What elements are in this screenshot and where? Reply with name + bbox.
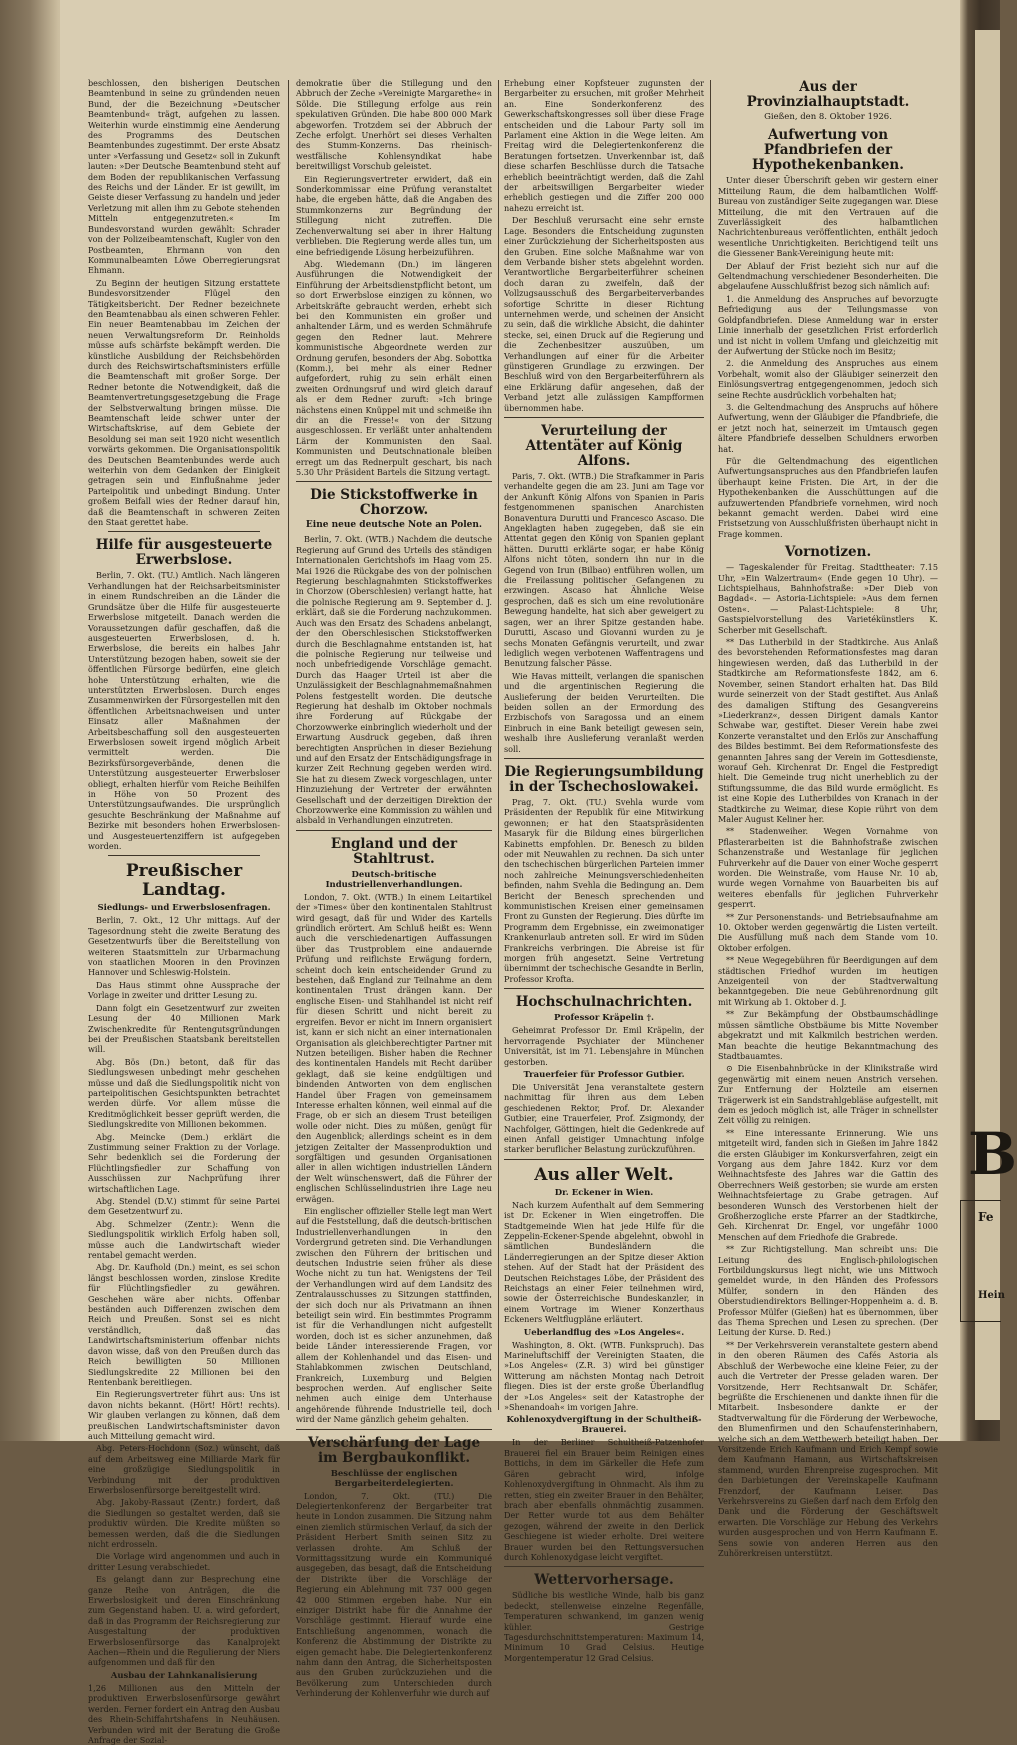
headline-wettervorhersage: Wettervorhersage. [534,1572,674,1589]
article-paragraph: Berlin, 7. Okt., 12 Uhr mittags. Auf der Tagesordnung steht die zweite Beratung des Gesetzentwurfs über die Bereitstellung von weiteren Staatsmitteln zur Urbarmachung von staatlichen Mooren in den Provinzen Hannover und Schleswig-Holstein. [88,915,280,978]
column-2 [296,78,493,1699]
adjacent-page-letter: B [968,1120,1017,1188]
article-paragraph: 1,26 Millionen aus den Mitteln der produktiven Erwerbslosenfürsorge gewährt werden. Ferner fordert ein Antrag den Ausbau des Rhein-Schiffahrtshafens in Neuhäusen. Verbunden wird mit der Beratung die Große Anfrage der Sozial- [88,1682,280,1745]
subheadline: Trauerfeier für Professor Gutbier. [523,1069,685,1080]
subheadline: Siedlungs- und Erwerbslosenfragen. [97,903,271,914]
subheadline: Kohlenoxydvergiftung in der Schultheiß-Brauerei. [506,1415,702,1436]
article-paragraph: Berlin, 7. Okt. (TU.) Amtlich. Nach längeren Verhandlungen hat der Reichsarbeitsminister in einem Rundschreiben an die Länder die Grundsätze über die Hilfe für ausgesteuerte Erwerbslose mitgeteilt. Danach werden die Voraussetzungen dafür geschaffen, daß die ausgesteuerten Erwerbslosen, d. h. Erwerbslose, die bereits ein halbes Jahr Unterstützung bezogen haben, soweit sie der öffentlichen Fürsorge bedürfen, eine gleich hohe Unterstützung erhalten, wie die unterstützten Erwerbslosen. Durch enges Zusammenwirken der Fürsorgestellen mit den öffentlichen Arbeitsnachweisen und unter Einsatz aller Maßnahmen der Arbeitsbeschaffung soll den ausgesteuerten Erwerbslosen soweit irgend möglich Arbeit vermittelt werden. Die Bezirksfürsorgeverbände, denen die Unterstützung ausgesteuerter Erwerbsloser obliegt, erhalten hierfür vom Reiche Beihilfen in Höhe von 50 Prozent des Unterstützungsaufwandes. Die ursprünglich gesuchte Beschränkung der Maßnahme auf Bezirke mit besonders hohen Erwerbslosen- und Ausgesteuertenziffern ist aufgegeben worden. [88,570,280,852]
subheadline: Eine neue deutsche Note an Polen. [305,520,483,531]
article-paragraph: Der Beschluß verursacht eine sehr ernste Lage. Besonders die Entscheidung zugunsten einer Zurückziehung der Sicherheitsposten aus den Gruben. Eine solche Maßnahme war von dem Verbande bisher stets abgelehnt worden. Verantwortliche Bergarbeiterführer scheinen doch daran zu zweifeln, daß der Vollzugsausschuß des Bergarbeiterverbandes sofortige Schritte in dieser Richtung unternehmen werde, und scheinen der Ansicht zu sein, daß die wirkliche Absicht, die dahinter stecke, sei, einen Druck auf die Regierung und die Zechenbesitzer auszuüben, um Verhandlungen auf einer für die Arbeiter günstigeren Grundlage zu erzwingen. Der Beschluß wird von den Bergarbeiterführern als eine Erklärung dafür angesehen, daß der Verband jetzt alle zulässigen Kampfformen übernommen habe. [504,215,704,413]
separator [296,830,492,831]
article-paragraph: London, 7. Okt. (WTB.) In einem Leitartikel der »Times« über den kontinentalen Stahltrust wird gesagt, daß für und Wider des Kartells gründlich erörtert. Am Schluß heißt es: Wenn auch die verschiedenartigen Auffassungen über das Trustproblem eine andauernde Prüfung und reiflichste Erwägung fordern, scheint doch kein entscheidender Grund zu bestehen, daß England zur Teilnahme an dem kontinentalen Trust drängen kann. Der englische Eisen- und Stahlhandel ist nicht reif für diesen Schritt und nicht bereit zu ergreifen. Bevor er nicht im Innern organisiert ist, kann er sich nicht an einer internationalen Organisation als gleichberechtigter Partner mit Nutzen beteiligen. Bisher haben die Rechner des kontinentalen Handels mit Recht darüber geklagt, daß sie keine endgültigen und bindenden Antworten von dem englischen Handel über Fragen von gemeinsamem Interesse erhalten können, weil einmal auf die Frage, ob er sich an diesem Trust beteiligen wolle oder nicht. Dies zu müßen, genügt für den Augenblick; allerdings scheint es in dem jetzigen Zeitalter der Massenproduktion und sorgfältigen und gesunden Organisationen aller in allen wichtigen industriellen Ländern der Welt wünschenswert, daß die Führer der englischen Schlüsselindustrien ihre Lage neu erwägen. [296,891,492,1204]
column-rule [710,80,711,1410]
headline-hochschulnachrichten: Hochschulnachrichten. [515,994,693,1011]
article-paragraph: Geheimrat Professor Dr. Emil Kräpelin, der hervorragende Psychiater der Münchener Universität, ist im 71. Lebensjahre in München gestorben. [504,1025,704,1067]
headline-attentaeter: Verurteilung der Attentäter auf König Alfons. [525,423,683,469]
article-paragraph: Paris, 7. Okt. (WTB.) Die Strafkammer in Paris verhandelte gegen die am 23. Juni am Tage vor der Ankunft König Alfons von Spanien in Paris festgenommenen spanischen Anarchisten Bonaventura Durutti und Francesco Ascaso. Die Angeklagten haben zugegeben, daß sie ein Attentat gegen den König von Spanien geplant hätten. Durutti erklärte sogar, er habe König Alfons nicht töten, sondern ihn nur in die Gegend von Irun (Bilbao) entführen wollen, um die Freilassung politischer Gefangenen zu erzwingen. Ascaso hat Ähnliche Weise gesprochen, daß es sich um eine revolutionäre Bewegung handelte, hat sich aber geweigert zu sagen, wer an ihrer Spitze gestanden habe. Durutti, Ascaso und Giovanni wurden zu je sechs Monaten Gefängnis verurteilt, und zwar lediglich wegen verbotenen Waffentragens und Benutzung falscher Pässe. [504,471,704,669]
section-title-provinzialhauptstadt: Aus der Provinzialhauptstadt. [746,79,910,110]
article-paragraph: Erhebung einer Kopfsteuer zugunsten der Bergarbeiter zu ersuchen, mit großer Mehrheit an. Eine Sonderkonferenz des Gewerkschaftskongresses soll über diese Frage entscheiden und die Labour Party soll im Parlament eine Aktion in die Wege leiten. Am Freitag wird die Delegiertenkonferenz die Beratungen fortsetzen. Unverkennbar ist, daß diese scharfen Beschlüsse durch die Tatsache erheblich beeinträchtigt werden, daß die Zahl der arbeitswilligen Bergarbeiter wieder erheblich gestiegen und die Ziffer 200 000 nahezu erreicht ist. [504,78,704,213]
headline-aus-aller-welt: Aus aller Welt. [534,1164,674,1185]
article-paragraph: Dann folgt ein Gesetzentwurf zur zweiten Lesung der 40 Millionen Mark Zwischenkredite für Rentengutsgründungen bei der Preußischen Staatsbank bereitstellen will. [88,1002,280,1055]
article-paragraph: demokratie über die Stillegung und den Abbruch der Zeche »Vereinigte Margarethe« in Sölde. Die Stillegung erfolge aus rein spekulativen Gründen. Die habe 800 000 Mark abgeworfen. Trotzdem sei der Abbruch der Zeche erfolgt. Unerhört sei dieses Verhalten des Stumm-Konzerns. Das rheinisch-westfälische Kohlensyndikat habe bereitwilligst Vorschub geleistet. [296,78,492,172]
headline-pfandbriefe: Aufwertung von Pfandbriefen der Hypothekenbanken. [752,127,904,174]
headline-chorzow: Die Stickstoffwerke in Chorzow. [310,487,478,519]
article-paragraph: 2. die Anmeldung des Anspruches aus einem Vorbehalt, womit also der Gläubiger seinerzeit den Einlösungsvertrag entgegengenommen, jedoch sich seine Rechte ausdrücklich vorbehalten hat; [718,358,938,400]
article-paragraph: Ein Regierungsvertreter führt aus: Uns ist davon nichts bekannt. (Hört! Hört! rechts). Wir glauben verlangen zu können, daß dem preußischen Landwirtschaftsminister davon auch Mitteilung gemacht wird. [88,1389,280,1441]
article-paragraph: ⊙ Die Eisenbahnbrücke in der Klinikstraße wird gegenwärtig mit einem neuen Anstrich versehen. Zur Entfernung der Holzteile am eisernen Trägerwerk ist ein Sandstrahlgebläse aufgestellt, mit dem es jedoch möglich ist, alle Träger in schnellster Zeit völlig zu reinigen. [718,1063,938,1126]
article-paragraph: ** Neue Wegegebühren für Beerdigungen auf dem städtischen Friedhof wurden im heutigen Anzeigenteil von der Stadtverwaltung bekanntgegeben. Die neue Gebührenordnung gilt mit Wirkung ab 1. Oktober d. J. [718,955,938,1007]
article-paragraph: beschlossen, den bisherigen Deutschen Beamtenbund in seine zu gründenden neuen Bund, der die Bezeichnung »Deutscher Beamtenbund« trägt, aufgehen zu lassen. Weiterhin wurde einstimmig eine Aenderung des Programms des Deutschen Beamtenbundes zugestimmt. Der erste Absatz unter »Verfassung und Gesetz« soll in Zukunft lauten: »Der Deutsche Beamtenbund steht auf dem Boden der republikanischen Verfassung des Reichs und der Länder. Er ist gewillt, im Geiste dieser Verfassung zu handeln und jeder Verletzung mit allen ihm zu Gebote stehenden Mitteln entgegenzutreten.« Im Bundesvorstand wurden gewählt: Schrader von der Polizeibeamtenschaft, Kugler von den Postbeamten, Ehrmann von den Kommunalbeamten Löwe Oberregierungsrat Ehmann. [88,78,280,276]
separator [108,855,260,856]
separator [504,988,704,989]
article-paragraph: ** Stadenweiher. Wegen Vornahme von Pflasterarbeiten ist die Bahnhofstraße zwischen Schanzenstraße und Westanlage für jeglichen Fuhrverkehr auf die Dauer von einer Woche gesperrt worden. Die Weinstraße, vom Hause Nr. 10 ab, wurde wegen Vornahme von Bauarbeiten bis auf weiteres ebenfalls für jeglichen Fuhrverkehr gesperrt. [718,826,938,910]
article-paragraph: ** Der Verkehrsverein veranstaltete gestern abend in den oberen Räumen des Cafés Astoria als Abschluß der Werbewoche eine kleine Feier, zu der auch die Vertreter der Presse geladen waren. Der Vorsitzende, Herr Rechtsanwalt Dr. Schäfer, begrüßte die Erschienenen und dankte ihnen für die Mitarbeit. Insbesondere dankte er der Stadtverwaltung für die Förderung der Werbewoche, den Blumenfirmen und den Schaufensterinhabern, welche sich an dem Wettbewerb beteiligt haben. Der Vorsitzende Erich Kaufmann und Erich Kempf sowie dem Kaufmann Hamann, aus Wirtschaftskreisen stammend, wurden Ehrenpreise zugesprochen. Mit den Darbietungen der Vereinskapelle Kaufmann Frenzdorf, der Kaufmann Leiser. Das Verkehrsvereins zu Gießen darf nach dem Erfolg den Dank und die Förderung der Geschäftswelt erwarten. Die Vorschläge zur Hebung des Verkehrs wurden ausgesprochen und von Herrn Kaufmann E. Sens sowie von anderen Herren aus den Zuhörerkreisen unterstützt. [718,1339,938,1558]
subheadline: Beschlüsse der englischen Bergarbeiterdelegierten. [330,1468,458,1489]
subheadline: Ausbau der Lahnkanalisierung [110,1670,258,1681]
article-paragraph: Für die Geltendmachung des eigentlichen Aufwertungsanspruches aus den Pfandbriefen laufen überhaupt keine Fristen. Die Art, in der die Hypothekenbanken die Ausschüttungen auf die aufzuwertenden Pfandbriefe vornehmen, wird noch bekannt gemacht werden. Dabei wird eine Fristsetzung von Ausschlußfristen überhaupt nicht in Frage kommen. [718,455,938,539]
headline-bergbaukonflikt: Verschärfung der Lage im Bergbaukonflikt. [307,1434,481,1466]
article-paragraph: In der Berliner Schultheiß-Patzenhofer Brauerei fiel ein Brauer beim Reinigen eines Bottichs, in dem im Gärkeller die Hefe zum Gären gebracht wird, infolge Kohlenoxydvergiftung in Ohnmacht. Als ihm zu retten, stieg ein zweiter Brauer in den Behälter, brach aber ebenfalls ohnmächtig zusammen. Der Retter wurde tot aus dem Behälter gezogen, während der zweite in den Derlick Geschiegene ist wieder erholte. Drei weitere Brauer wurden bei den Rettungsversuchen durch Kohlenoxydgase leicht vergiftet. [504,1437,704,1562]
article-paragraph: ** Zur Richtigstellung. Man schreibt uns: Die Leitung des Englisch-philologischen Fortbildungskursus liegt nicht, wie uns Mittwoch gemeldet wurde, in den Händen des Professors Mülfer, sondern in den Händen des Oberstudiendirektors Bellinger-Hoppenheim a. d. B. Professor Mülfer (Gießen) hat es übernommen, über das Thema Sprechen und Lesen zu sprechen. (Der Leitung der Kurse. D. Red.) [718,1244,938,1338]
article-paragraph: Abg. Meincke (Dem.) erklärt die Zustimmung seiner Fraktion zu der Vorlage. Sehr bedenklich sei die Forderung der Flüchtlingsfiedler zur Schaffung von Ausschüssen zur Nachprüfung ihrer wirtschaftlichen Lage. [88,1131,280,1194]
article-paragraph: Es gelangt dann zur Besprechung eine ganze Reihe von Anträgen, die die Erwerbslosigkeit und deren Einschränkung zum Gegenstand haben. U. a. wird gefordert, daß in das Programm der Reichsregierung zur Ausgestaltung der produktiven Erwerbslosenfürsorge das Kanalprojekt Aachen—Rhein und die Regulierung der Niers aufgenommen und daß für den [88,1574,280,1668]
dateline: Gießen, den 8. Oktober 1926. [764,112,892,122]
article-paragraph: ** Zur Personenstands- und Betriebsaufnahme am 10. Oktober werden gegenwärtig die Listen verteilt. Die Ausfüllung muß nach dem Stande vom 10. Oktober erfolgen. [718,911,938,953]
column-4 [718,79,938,1558]
separator [296,481,492,482]
column-1 [88,78,280,1745]
headline-erwerbslose: Hilfe für ausgesteuerte Erwerbslose. [95,537,273,569]
article-paragraph: 3. die Geltendmachung des Anspruchs auf höhere Aufwertung, wenn der Gläubiger die Pfandbriefe, die er jetzt noch hat, seinerzeit im Umtausch gegen ältere Pfandbriefe desselben Schuldners erworben hat. [718,401,938,454]
article-paragraph: 1. die Anmeldung des Anspruches auf bevorzugte Befriedigung aus der Teilungsmasse von Goldpfandbriefen. Diese Anmeldung war in erster Linie innerhalb der gesetzlichen Frist erforderlich und ist nicht in vollem Umfang und gleichzeitig mit der Aufwertung der Stücke noch im Besitz; [718,293,938,356]
article-paragraph: Ein englischer offizieller Stelle legt man Wert auf die Feststellung, daß die deutsch-britischen Industriellenverhandlungen in den Vordergrund getreten sind. Die Verhandlungen zwischen den Führern der britischen und deutschen Industrie seien früher als diese Woche nicht zu tun hat. Wenigstens der Teil der Verhandlungen wird auf dem Landsitz des Zentralausschusses zu Sitzungen stattfinden, der sich doch nur als Privatmann an ihnen beteiligt sein wird. Ein bestimmtes Programm ist für die Verhandlungen nicht aufgestellt worden, doch ist es sicher anzunehmen, daß beide Länder interessierende Fragen, vor allem der Kohlenhandel und das Eisen- und Stahlabkommen zwischen Deutschland, Frankreich, Luxemburg und Belgien besprochen werden. Auf englischer Seite nehmen auch einige dem Unterhause angehörende führende Industrielle teil, doch wird der Name gänzlich geheim gehalten. [296,1206,492,1425]
article-paragraph: Unter dieser Überschrift geben wir gestern einer Mitteilung Raum, die dem halbamtlichen Wolff-Bureau von zuständiger Seite zugegangen war. Diese Mitteilung, die mit den Vertrauen auf die Zuverlässigkeit des halbamtlichen Nachrichtenbureaus veröffentlichten, enthält jedoch wesentliche Unrichtigkeiten. Berichtigend teilt uns die Giessener Bank-Vereinigung heute mit: [718,175,938,259]
article-paragraph: Abg. Dr. Kaufhold (Dn.) meint, es sei schon längst beschlossen worden, zinslose Kredite für Flüchtlingsfiedler zu gewähren. Geschehen wäre aber nichts. Offenbar beständen auch Differenzen zwischen dem Reich und Preußen. Sonst sei es nicht verständlich, daß das Landwirtschaftsministerium offenbar nichts davon wisse, daß von den Preußen durch das Reich bewilligten 50 Millionen Siedlungskredite 22 Millionen bei den Rentenbank bereitliegen. [88,1262,280,1387]
article-paragraph: Wie Havas mitteilt, verlangen die spanischen und die argentinischen Regierung die Auslieferung der beiden Verurteilten. Die beiden sollen an der Ermordung des Erzbischofs von Saragossa und an einem Einbruch in eine Bank beteiligt gewesen sein, weshalb ihre Auslieferung veranlaßt werden soll. [504,670,704,754]
article-paragraph: Südliche bis westliche Winde, halb bis ganz bedeckt, stellenweise einzelne Regenfälle, Temperaturen schwankend, im ganzen wenig kühler. Gestrige Tagesdurchschnittstemperaturen: Maximum 14, Minimum 10 Grad Celsius. Heutige Morgentemperatur 12 Grad Celsius. [504,1590,704,1663]
article-paragraph: Die Vorlage wird angenommen und auch in dritter Lesung verabschiedet. [88,1551,280,1572]
column-rule [288,80,289,1410]
subheadline: Dr. Eckener in Wien. [554,1187,654,1198]
article-paragraph: Das Haus stimmt ohne Aussprache der Vorlage in zweiter und dritter Lesung zu. [88,979,280,1001]
headline-vornotizen: Vornotizen. [784,544,872,561]
separator [504,758,704,759]
headline-stahltrust: England und der Stahltrust. [330,835,458,867]
article-paragraph: Der Ablauf der Frist bezieht sich nur auf die Geltendmachung verschiedener Besonderheiten. Die abgelaufene Ausschlußfrist bezog sich nämlich auf: [718,260,938,292]
column-rule [498,80,499,1410]
article-paragraph: Abg. Jakoby-Rassaut (Zentr.) fordert, daß die Siedlungen so gestaltet werden, daß sie produktiv würden. Die Kredite müßten so bemessen werden, daß die die Siedlungen nicht erdrosseln. [88,1497,280,1549]
article-paragraph: Abg. Schmelzer (Zentr.): Wenn die Siedlungspolitik wirklich Erfolg haben soll, müsse auch die Landwirtschaft wieder rentabel gemacht werden. [88,1218,280,1261]
article-paragraph: Washington, 8. Okt. (WTB. Funkspruch). Das Marineluftschiff der Vereinigten Staaten, die »Los Angeles« (Z.R. 3) wird bei günstiger Witterung am nächsten Montag nach Detroit fliegen. Dies ist der erste große Überlandflug der »Los Angeles« seit der Katastrophe der »Shenandoah« im vorigen Jahre. [504,1339,704,1413]
subheadline: Deutsch-britische Industriellenverhandlungen. [325,869,463,890]
article-paragraph: Nach kurzem Aufenthalt auf dem Semmering ist Dr. Eckener in Wien eingetroffen. Die Stadtgemeinde Wien hat jede Hilfe für die Zeppelin-Eckener-Spende abgelehnt, obwohl in sämtlichen Bundesländern die Länderregierungen an der Spitze dieser Aktion stehen. Auf der Stadt hat der Präsident des Deutschen Reichstages Löbe, der Präsident des Reichstags an einer Feier teilnehmen wird, sowie der Österreichische Bundeskanzler, in einem Vortrage im Wiener Konzerthaus Eckeners Weltflugpläne erläutert. [504,1199,704,1325]
article-paragraph: Abg. Bös (Dn.) betont, daß für das Siedlungswesen unbedingt mehr geschehen müsse und daß die Siedlungspolitik nicht von parteipolitischen Gesichtspunkten betrachtet werden dürfe. Vor allem müsse die Kreditmöglichkeit besser geprüft werden, die Siedlungskredite von Millionen bekommen. [88,1056,280,1130]
article-paragraph: Abg. Wiedemann (Dn.) im längeren Ausführungen die Notwendigkeit der Einführung der Arbeitsdienstpflicht betont, um so dort Erwerbslose einzigen zu können, wo Arbeitskräfte gebraucht werden, erhebt sich bei den Kommunisten ein großer und anhaltender Lärm, und es werden Schmährufe gegen den Redner laut. Mehrere kommunistische Abgeordnete werden zur Ordnung gerufen, besonders der Abg. Sobottka (Komm.), bei mehr als einer Redner aufgefordert, ruhig zu sein erhält einen zweiten Ordnungsruf und wird gleich darauf als er dem Redner zuruft: »Ich bringe nächstens einen Knüppel mit und schmeiße ihn dir an die Fresse!« von der Sitzung ausgeschlossen. Er verläßt unter anhaltendem Lärm der Kommunisten den Saal. Kommunisten und Deutschnationale bleiben erregt um das Rednerpult geschart, bis nach 5.30 Uhr Präsident Bartels die Sitzung vertagt. [296,258,492,478]
adjacent-page-word: Fe [978,1210,994,1224]
article-paragraph: Prag, 7. Okt. (TU.) Svehla wurde vom Präsidenten der Republik für eine Mitwirkung gewonnen; er hat den Staatspräsidenten Masaryk für die Bildung eines bürgerlichen Kabinetts empfohlen. Dr. Benesch zu bilden oder mit Neuwahlen zu rechnen. Da sich unter den tschechischen bürgerlichen Parteien immer noch zahlreiche Meinungsverschiedenheiten befinden, nahm Svehla die Bedingung an. Dem Bericht der Benesch sprechenden und kommunistischen Kreisen einer gemeinsamen Front zu Gunsten der Regierung. Dies dürfte im Programm dem Ergebnisse, ein zweimonatiger Krankenurlaub antreten soll. Er wird im Süden Frankreichs verbringen. Die Abreise ist für morgen früh angesetzt. Seine Vertretung übernimmt der tschechische Gesandte in Berlin, Professor Krofta. [504,796,704,984]
separator [504,417,704,418]
headline-landtag: Preußischer Landtag. [125,861,243,901]
subheadline: Professor Kräpelin †. [553,1013,654,1024]
headline-tschechoslowakei: Die Regierungsumbildung in der Tschechoslowakei. [504,763,704,795]
separator [108,531,260,532]
article-paragraph: Berlin, 7. Okt. (WTB.) Nachdem die deutsche Regierung auf Grund des Urteils des ständigen Internationalen Gerichtshofs im Haag vom 25. Mai 1926 die Rückgabe des von der polnischen Regierung beschlagnahmten Stickstoffwerkes in Chorzow (Oberschlesien) verlangt hatte, hat die polnische Regierung am 9. September d. J. erklärt, daß sie die Forderung nachzukommen. Auch was den Ersatz des Schadens anbelangt, der den Oberschlesischen Stickstoffwerken durch die Beschlagnahme entstanden ist, hat die polnische Regierung nur teilweise und noch unbefriedigende Vorschläge gemacht. Durch das Haager Urteil ist aber die Unzulässigkeit der Beschlagnahmemaßnahmen Polens festgestellt worden. Die deutsche Regierung hat deshalb im Oktober nochmals ihre Forderung auf Rückgabe der Chorzowwerke einbringlich wiederholt und der Erwartung Ausdruck gegeben, daß ihren berechtigten Ansprüchen in dieser Beziehung und auf den Ersatz der Entschädigungsfrage in kurzer Zeit Rechnung gegeben werden wird. Sie hat zu diesem Zweck vorgeschlagen, unter Hinzuziehung der Vertreter der erwähnten Gesellschaft und der derzeitigen Direktion der Chorzowwerke eine Kommission zu wählen und alsbald in Verhandlungen einzutreten. [296,534,493,826]
separator [504,1566,704,1567]
adjacent-page-word: Hein [978,1290,1005,1301]
article-paragraph: ** Zur Bekämpfung der Obstbaumschädlinge müssen sämtliche Obstbäume bis Mitte November abgekratzt und mit Kalkmilch bestrichen werden. Man beachte die heutige Bekanntmachung des Stadtbauamtes. [718,1009,938,1061]
article-paragraph: Zu Beginn der heutigen Sitzung erstattete Bundesvorsitzender Flügel den Tätigkeitsbericht. Der Redner bezeichnete den Beamtenabbau als einen schweren Fehler. Ein neuer Beamtenabbau im Zeichen der neuen Verwaltungsreform Dr. Reinholds müsse aufs schärfste bekämpft werden. Die künstliche Ausbildung der Reichsbehörden durch des Reichswirtschaftsministers erfülle die Beamtenschaft mit großer Sorge. Der Redner betonte die Notwendigkeit, daß die Beamtenvertretungsgesetzgebung die Frage der Selbstverwaltung bringen müsse. Die Beamtenschaft leide schwer unter der Wirtschaftskrise, auf dem Gebiete der Besoldung sei man seit 1920 nicht wesentlich vorwärts gekommen. Die Organisationspolitik des Deutschen Beamtenbundes werde auch weiterhin von dem Gedanken der Einigkeit getragen sein und Einflußnahme jeder Parteipolitik und unbedingt Bindung. Unter großem Beifall wies der Redner darauf hin, daß die Beamtenschaft in schweren Zeiten den Staat gerettet habe. [88,277,280,528]
subheadline: Ueberlandflug des »Los Angeles«. [523,1327,685,1338]
separator [296,1429,492,1430]
article-paragraph: London, 7. Okt. (TU.) Die Delegiertenkonferenz der Bergarbeiter trat heute in London zusammen. Die Sitzung nahm einen ziemlich stürmischen Verlauf, da sich der Präsident Herbert Smith seinen Sitz zu verlassen drohte. Am Schluß der Vormittagssitzung wurde ein Kommuniqué ausgegeben, das besagt, daß die Entscheidung der Distrikte über die Vorschläge der Regierung ein Ablehnung mit 737 000 gegen 42 000 Stimmen ergeben habe. Nur ein einziger Distrikt habe für die Annahme der Vorschläge gestimmt. Hierauf wurde eine Entschließung angenommen, wonach die Konferenz die Abstimmung der Distrikte zu eigen gemacht habe. Die Delegiertenkonferenz nahm dann den Antrag, die Sicherheitsposten aus den Gruben zurückzuziehen und die Bevölkerung zum Unterschieden durch Verhinderung der Kohlenverfuhr wie durch auf [296,1490,492,1699]
article-paragraph: Abg. Peters-Hochdonn (Soz.) wünscht, daß auf dem Arbeitsweg eine Milliarde Mark für eine großzügige Siedlungspolitik in Verbindung mit der produktiven Erwerbslosenfürsorge bereitgestellt wird. [88,1443,280,1495]
article-paragraph: ** Das Lutherbild in der Stadtkirche. Aus Anlaß des bevorstehenden Reformationsfestes mag daran hingewiesen werden, daß das Lutherbild in der Stadtkirche am Reformationsfeste 1842, am 6. November, seinen Standort erhalten hat. Das Bild wurde seinerzeit von der Stadt gestiftet. Aus Anlaß des damaligen Stiftung des Gesangvereins »Liederkranz«, dessen Dirigent damals Kantor Schwabe war, gestiftet. Dieser Verein habe zwei Konzerte veranstaltet und den Erlös zur Anschaffung des Bildes bestimmt. Bei dem Reformationsfeste des genannten Jahres sang der Verein im Gottesdienste, worauf Geh. Kirchenrat Dr. Engel die Festpredigt hielt. Die Gemeinde trug nicht unerheblich zu der Stiftungssumme, die das Bild wurde ermöglicht. Es ist eine Kopie des Lutherbildes von Kranach in der Stadtkirche zu Weimar, diese Kopie rührt von dem Maler August Keliner her. [718,637,938,824]
article-paragraph: Die Universität Jena veranstaltete gestern nachmittag für ihren aus dem Leben geschiedenen Rektor, Prof. Dr. Alexander Gutbier, eine Trauerfeier, Prof. Zsigmondy, der Nachfolger, Göttingen, hielt die Gedenkrede auf einen Anfall geistiger Umnachtung infolge starker beruflicher Belastung zurückzuführen. [504,1081,704,1155]
article-paragraph: ** Eine interessante Erinnerung. Wie uns mitgeteilt wird, fanden sich in Gießen im Jahre 1842 die ersten Gläubiger im Konkursverfahren, zeigt ein Vorgang aus dem Jahre 1842. Kurz vor dem Weihnachtsfeste des Jahres war die Gattin des Oberrechners Weiß gestorben; sie wurde am ersten Weihnachtsfeiertage zu Grabe getragen. Auf besonderen Wunsch des Verstorbenen hielt der Großherzogliche erste Pfarrer an der Stadtkirche, Geh. Kirchenrat Dr. Engel, vor ungefähr 1000 Menschen auf dem Friedhofe die Grabrede. [718,1127,938,1242]
article-paragraph: Ein Regierungsvertreter erwidert, daß ein Sonderkommissar eine Prüfung veranstaltet habe, die ergeben hätte, daß die Angaben des Stummkonzerns zur Begründung der Stillegung nicht zutreffen. Die Zechenverwaltung sei aber in ihrer Haltung verblieben. Die Regierung werde alles tun, um eine befriedigende Lösung herbeizuführen. [296,173,492,257]
article-paragraph: Abg. Stendel (D.V.) stimmt für seine Partei dem Gesetzentwurf zu. [88,1196,280,1217]
article-paragraph: — Tageskalender für Freitag. Stadttheater: 7.15 Uhr, »Ein Walzertraum« (Ende gegen 10 Uhr). — Lichtspielhaus, Bahnhofstraße: »Der Dieb von Bagdad«. — Astoria-Lichtspiele: »Aus dem fernen Osten«. — Palast-Lichtspiele: 8 Uhr, Gastspielvorstellung des Varietékünstlers K. Scherber mit Gesellschaft. [718,562,938,635]
column-3 [504,78,704,1663]
separator [504,1159,704,1160]
